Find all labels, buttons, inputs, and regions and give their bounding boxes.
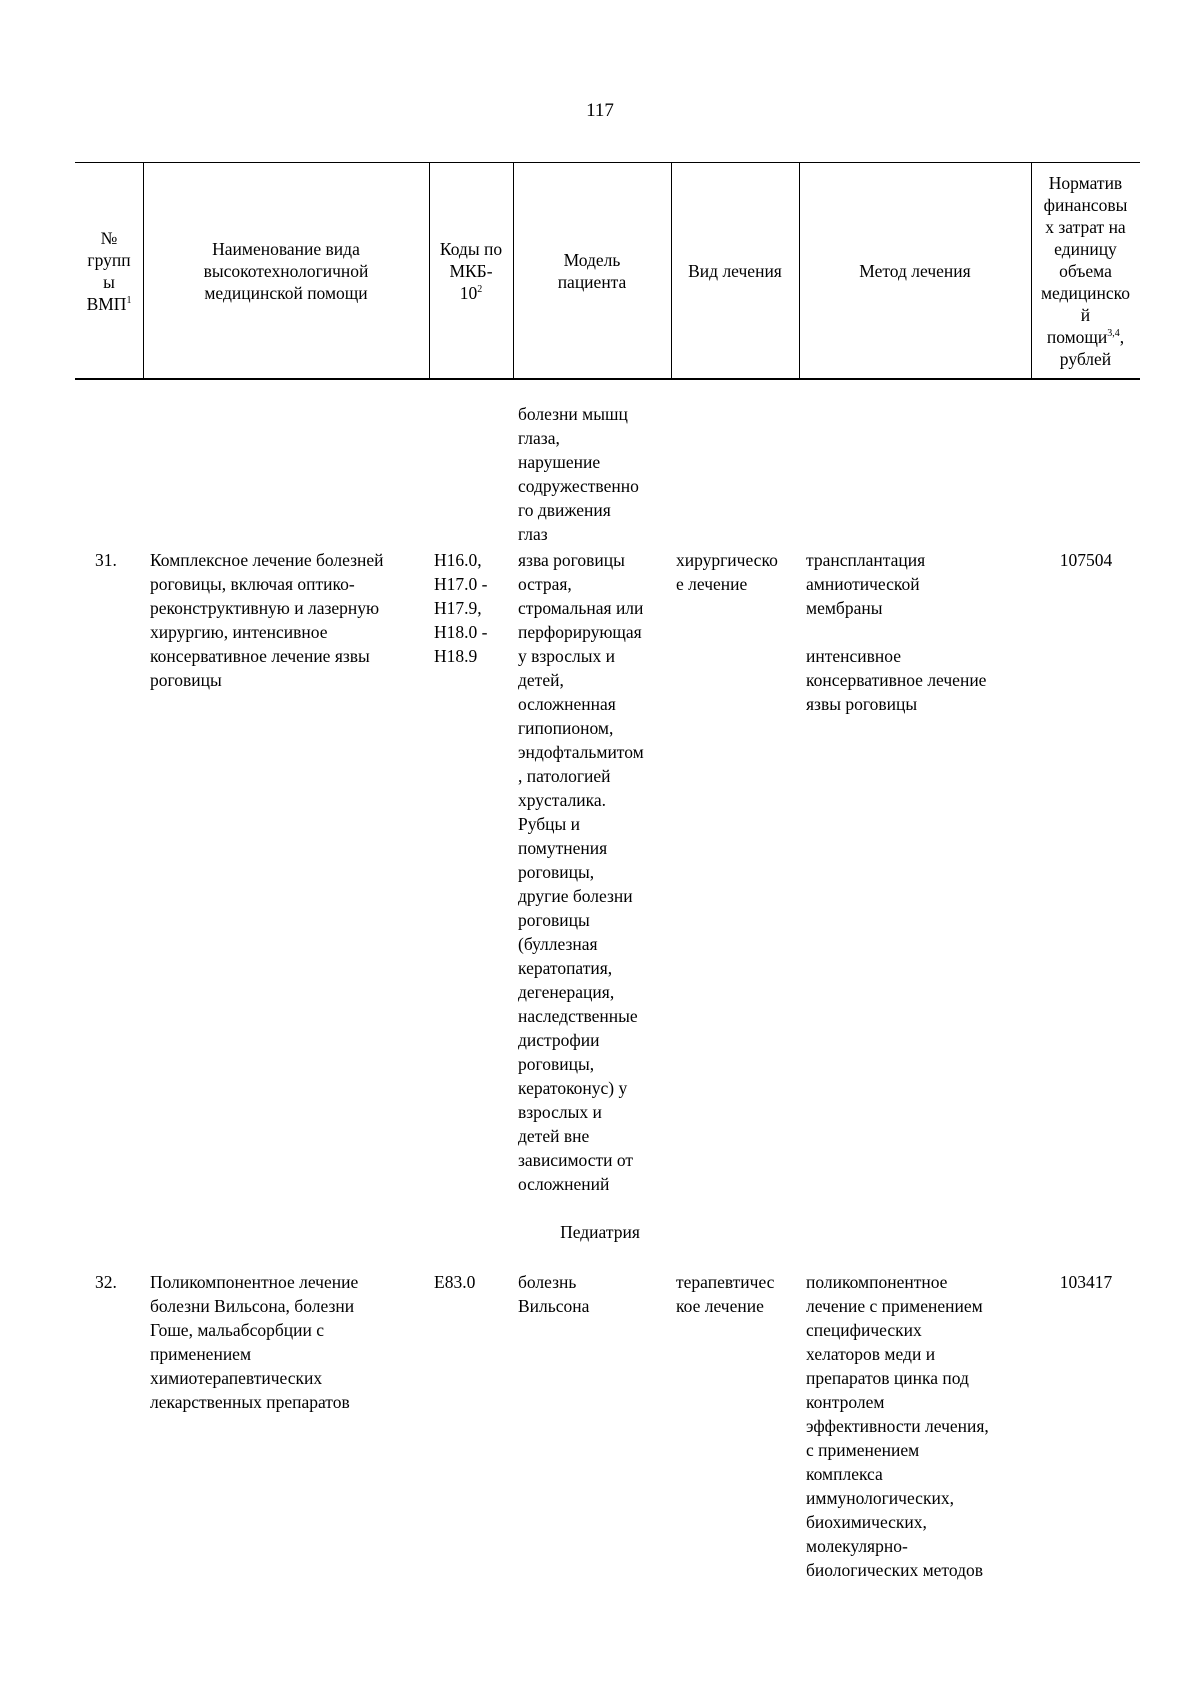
row-name: Поликомпонентное лечение болезни Вильсона, болезни Гоше, мальабсорбции с применением химиотерапевтических лекарственных препаратов: [150, 1272, 359, 1412]
header-group-no: № групп ы ВМП$^1$: [86, 227, 132, 314]
row-number: 32.: [95, 1272, 117, 1292]
row-model: болезнь Вильсона: [518, 1272, 590, 1316]
row-norm: 103417: [1059, 1272, 1113, 1292]
continuation-model: болезни мышц глаза, нарушение содружественно го движения глаз: [518, 404, 639, 544]
page-number: 117: [586, 100, 614, 121]
row-norm: 107504: [1059, 550, 1113, 570]
header-norm: Норматив финансовы х затрат на единицу объема медицинско й помощи$^{3,4}$, рублей: [1040, 172, 1131, 369]
row-model: язва роговицы острая, стромальная или перфорирующая у взрослых и детей, осложненная гипопионом, эндофтальмитом , патологией хрусталика. Рубцы и помутнения роговицы, другие болезни роговицы (буллезная кератопатия, дегенерация, наследственные дистрофии роговицы, кератоконус) у взрослых и детей вне зависимости от осложнений: [518, 550, 644, 1194]
row-method: поликомпонентное лечение с применением специфических хелаторов меди и препаратов цинка под контролем эффективности лечения, с применением комплекса иммунологических, биохимических, молекулярно- биологических методов: [806, 1272, 989, 1580]
header-model: Модель пациента: [557, 249, 627, 292]
row-number: 31.: [95, 550, 117, 570]
header-treatment-type: Вид лечения: [688, 260, 782, 281]
header-method: Метод лечения: [859, 260, 971, 281]
row-codes: H16.0, H17.0 - H17.9, H18.0 - H18.9: [434, 550, 488, 666]
row-method: трансплантация амниотической мембраны интенсивное консервативное лечение язвы роговицы: [806, 550, 987, 714]
header-codes: Коды по МКБ- $10^2$: [439, 238, 503, 303]
table-header: [75, 162, 1140, 380]
row-codes: E83.0: [434, 1272, 476, 1292]
header-name: Наименование вида высокотехнологичной медицинской помощи: [203, 238, 369, 303]
section-title: Педиатрия: [560, 1222, 640, 1242]
row-treatment-type: хирургическо е лечение: [676, 550, 778, 594]
row-treatment-type: терапевтичес кое лечение: [676, 1272, 775, 1316]
row-name: Комплексное лечение болезней роговицы, включая оптико- реконструктивную и лазерную хирургию, интенсивное консервативное лечение язвы роговицы: [150, 550, 384, 690]
